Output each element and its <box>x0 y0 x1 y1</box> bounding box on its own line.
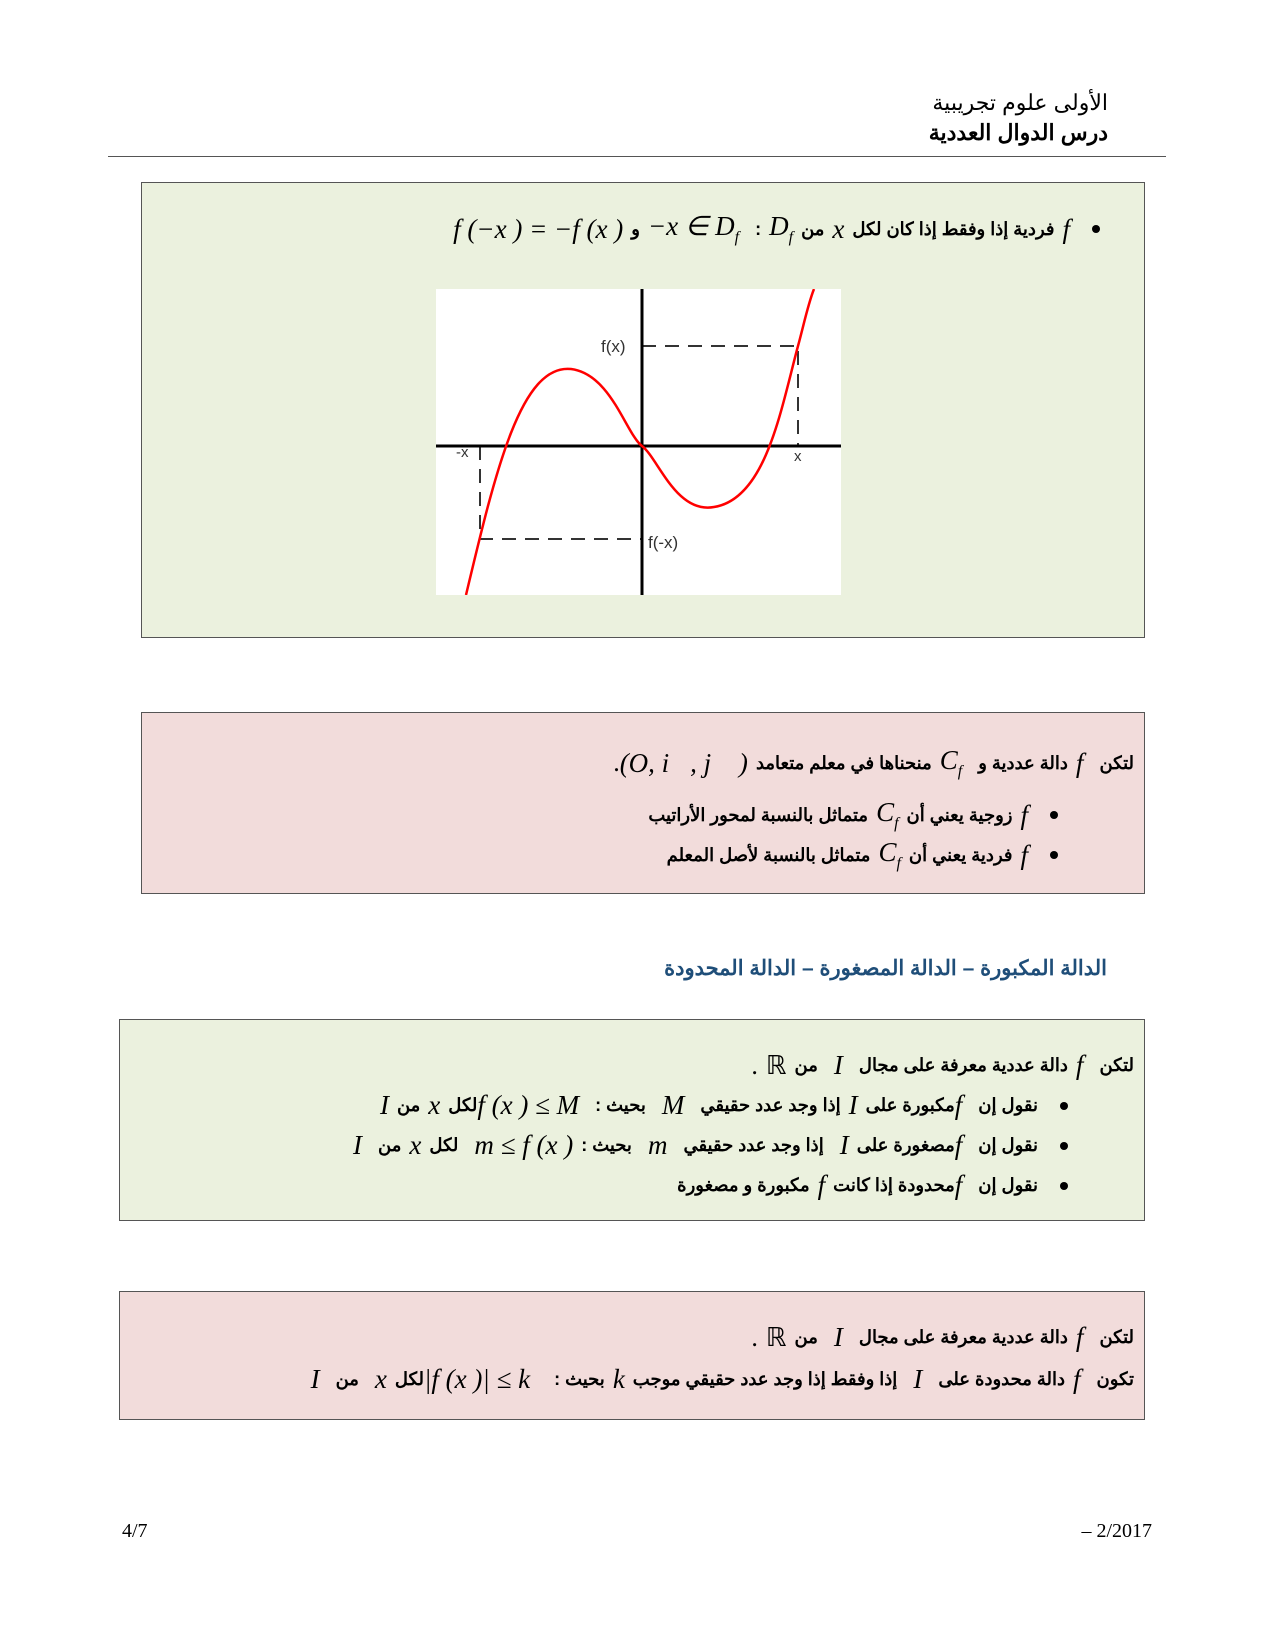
intro-text-1: لتكن <box>1099 1055 1134 1075</box>
bullet <box>1050 851 1058 859</box>
curve-symbol: $C_f$ <box>878 837 901 872</box>
function-symbol: f <box>1075 747 1084 778</box>
interval-symbol: I <box>833 1050 843 1080</box>
bounds-box <box>119 1019 1145 1221</box>
lower-text-3: إذا وجد عدد حقيقي <box>683 1135 824 1155</box>
bounds-intro-line <box>120 1050 1134 1081</box>
def-text-3: إذا وفقط إذا وجد عدد حقيقي موجب <box>632 1369 898 1389</box>
section-heading: الدالة المكبورة – الدالة المصغورة – الدالة المحدودة <box>664 957 1107 980</box>
bounded-intro-line <box>120 1322 1134 1353</box>
odd-function-box <box>141 182 1145 638</box>
function-symbol: f <box>954 1170 963 1200</box>
condition-odd: f (−x ) = −f (x ) <box>453 213 624 244</box>
odd-colon: : <box>755 218 762 239</box>
symmetry-intro-line <box>142 745 1134 781</box>
symmetry-box <box>141 712 1145 894</box>
var-x: x <box>409 1130 422 1160</box>
intro-text-3: من <box>794 1055 818 1075</box>
def-text-5: لكل <box>394 1369 424 1389</box>
reals-symbol: ℝ <box>765 1322 787 1352</box>
upper-text-3: إذا وجد عدد حقيقي <box>700 1095 841 1115</box>
domain-symbol: $D_f$ <box>769 211 794 246</box>
curve-symbol: $C_f$ <box>939 745 963 780</box>
bounds-item-bounded <box>120 1170 1068 1201</box>
intro-period: . <box>751 1322 758 1352</box>
upper-condition: f (x ) ≤ M <box>477 1090 580 1120</box>
curve-symbol: $C_f$ <box>876 797 899 832</box>
header-divider <box>108 156 1166 157</box>
bullet <box>1060 1182 1068 1190</box>
upper-text-6: من <box>396 1095 421 1115</box>
label-minus-x: -x <box>456 444 469 461</box>
def-text-1: تكون <box>1096 1369 1134 1389</box>
function-symbol: f <box>1020 839 1028 870</box>
interval-symbol: I <box>310 1364 320 1394</box>
interval-symbol: I <box>848 1090 858 1120</box>
lower-text-1: نقول إن <box>978 1135 1038 1155</box>
odd-definition-line <box>142 211 1100 247</box>
bounds-item-lower <box>120 1130 1068 1161</box>
function-symbol: f <box>1073 1364 1081 1394</box>
intro-text-2: دالة عددية و <box>978 752 1068 773</box>
bounded-def-line <box>120 1364 1134 1395</box>
header-title: درس الدوال العددية <box>928 120 1108 145</box>
upper-text-4: بحيث : <box>595 1095 646 1115</box>
function-symbol: f <box>954 1130 963 1160</box>
def-text-2: دالة محدودة على <box>938 1369 1066 1389</box>
def-text-4: بحيث : <box>554 1369 605 1389</box>
even-text-2: متماثل بالنسبة لمحور الأراتيب <box>648 804 869 825</box>
odd-text-2: من <box>801 218 825 239</box>
lower-text-2: مصغورة على <box>856 1135 955 1155</box>
bounds-item-upper <box>120 1090 1068 1121</box>
bullet <box>1092 225 1100 233</box>
odd-sym-text-2: متماثل بالنسبة لأصل المعلم <box>666 844 871 865</box>
function-symbol: f <box>954 1090 963 1120</box>
function-symbol: f <box>1020 799 1028 830</box>
intro-text-1: لتكن <box>1099 1327 1134 1347</box>
upper-text-2: مكبورة على <box>865 1095 955 1115</box>
even-text-1: زوجية يعني أن <box>906 804 1013 825</box>
label-x: x <box>794 448 802 465</box>
odd-text-1: فردية إذا وفقط إذا كان لكل <box>852 218 1055 239</box>
intro-text-2: دالة عددية معرفة على مجال <box>858 1327 1068 1347</box>
upper-bound-symbol: M <box>661 1090 685 1120</box>
lower-text-6: من <box>378 1135 402 1155</box>
bounded-condition: |f (x )| ≤ k <box>423 1364 531 1394</box>
function-symbol: f <box>1075 1050 1084 1080</box>
odd-and: و <box>631 218 640 239</box>
label-fmx: f(-x) <box>648 533 679 552</box>
lower-text-4: بحيث : <box>581 1135 632 1155</box>
bullet <box>1060 1102 1068 1110</box>
bullet <box>1050 811 1058 819</box>
upper-text-1: نقول إن <box>978 1095 1038 1115</box>
interval-symbol: I <box>833 1322 843 1352</box>
interval-symbol: I <box>379 1090 389 1120</box>
intro-text-1: لتكن <box>1099 752 1134 773</box>
interval-symbol: I <box>353 1130 363 1160</box>
interval-symbol: I <box>839 1130 849 1160</box>
lower-bound-symbol: m <box>647 1130 668 1160</box>
orthonormal-frame: (O, i⃗, j⃗ ) <box>619 747 748 778</box>
condition-domain: −x ∈ $D_f$ <box>647 211 740 246</box>
reals-symbol: ℝ <box>765 1050 787 1080</box>
footer-page-number: 4/7 <box>122 1520 148 1542</box>
bounded-text-3: مكبورة و مصغورة <box>677 1175 810 1195</box>
function-symbol: f <box>1075 1322 1084 1352</box>
label-fx: f(x) <box>601 337 626 356</box>
var-x: x <box>374 1364 387 1394</box>
odd-function-graph <box>436 289 841 595</box>
def-text-6: من <box>335 1369 359 1389</box>
header-level: الأولى علوم تجريبية <box>932 90 1108 115</box>
lower-text-5: لكل <box>429 1135 459 1155</box>
intro-text-3: منحناها في معلم متعامد <box>755 752 932 773</box>
interval-symbol: I <box>913 1364 923 1394</box>
symmetry-item-even <box>142 797 1058 833</box>
var-x: x <box>832 213 845 244</box>
bounded-definition-box <box>119 1291 1145 1420</box>
bound-k-symbol: k <box>612 1364 625 1394</box>
bullet <box>1060 1142 1068 1150</box>
intro-text-2: دالة عددية معرفة على مجال <box>858 1055 1068 1075</box>
footer-date: – 2/2017 <box>1081 1520 1152 1542</box>
upper-text-5: لكل <box>448 1095 478 1115</box>
var-x: x <box>428 1090 441 1120</box>
symmetry-item-odd <box>142 837 1058 873</box>
function-symbol: f <box>817 1170 826 1200</box>
intro-period: . <box>613 748 620 777</box>
odd-sym-text-1: فردية يعني أن <box>908 844 1013 865</box>
intro-text-3: من <box>794 1327 818 1347</box>
intro-period: . <box>751 1050 758 1080</box>
lower-condition: m ≤ f (x ) <box>474 1130 574 1160</box>
bounded-text-1: نقول إن <box>978 1175 1038 1195</box>
function-symbol: f <box>1062 213 1070 244</box>
bounded-text-2: محدودة إذا كانت <box>833 1175 955 1195</box>
